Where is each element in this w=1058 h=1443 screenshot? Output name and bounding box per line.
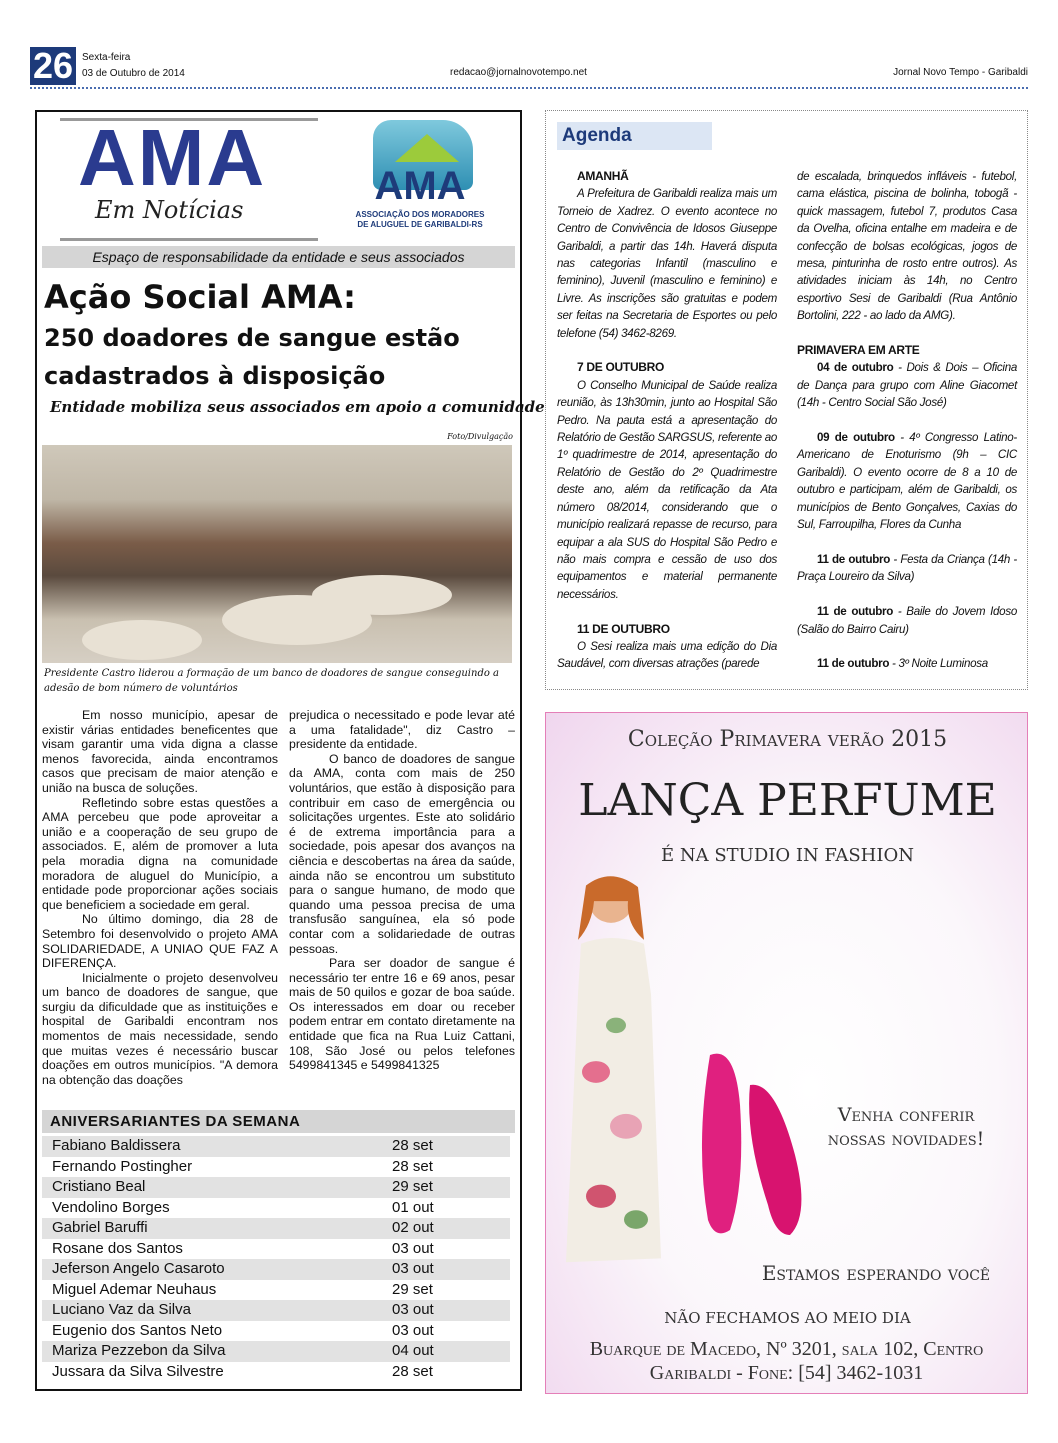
birthday-date: 28 set bbox=[392, 1137, 433, 1154]
logo-caption bbox=[345, 210, 495, 230]
agenda-event bbox=[797, 655, 1017, 672]
event-date: 04 de outubro bbox=[817, 361, 894, 375]
section-tagline: Espaço de responsabilidade da entidade e seus associados bbox=[42, 246, 515, 268]
weekday: Sexta-feira bbox=[82, 52, 131, 63]
birthday-row bbox=[42, 1362, 510, 1383]
birthday-date: 03 out bbox=[392, 1260, 434, 1277]
agenda-heading: 11 DE OUTUBRO bbox=[577, 621, 670, 636]
agenda-event bbox=[797, 429, 1017, 533]
birthday-row bbox=[42, 1341, 510, 1362]
ad-brand: LANÇA PERFUME bbox=[578, 775, 997, 826]
subheadline: 250 doadores de sangue estão bbox=[44, 324, 460, 352]
paragraph: Para ser doador de sangue é necessário ter entre 16 e 69 anos, pesar mais de 50 quilos e gozar de boa saúde. Os interessados em doar ou receber podem entrar em contato diretamente na entidade que fica na Rua Luiz Cattani, 108, São José ou pelos telefones 5499841345 e 5499841325 bbox=[289, 956, 515, 1073]
agenda-heading: AMANHÃ bbox=[577, 169, 629, 183]
birthday-date: 29 set bbox=[392, 1280, 433, 1298]
birthday-row bbox=[42, 1321, 510, 1342]
email-link[interactable]: redacao@jornalnovotempo.net bbox=[450, 67, 587, 78]
birthday-name: Jeferson Angelo Casaroto bbox=[52, 1260, 225, 1277]
agenda-text: de escalada, brinquedos infláveis - futebol, cama elástica, piscina de bolinha, tobogã - quick massagem, futebol 7, produtos Casa da Ovelha, oficina entalhe em madeira e de confecção de bolsas ecológicas, jogos de mesa, pinturinha de rosto entre outros). As atividades iniciam às 14h, no Centro esportivo Sesi de Garibaldi (Rua Antônio Bortolini, 222 - ao lado da AMG). bbox=[797, 170, 1017, 323]
agenda-events bbox=[797, 359, 1017, 672]
birthday-name: Eugenio dos Santos Neto bbox=[52, 1321, 223, 1339]
birthday-date: 28 set bbox=[392, 1157, 433, 1175]
ad-waiting: Estamos esperando você bbox=[761, 1261, 991, 1285]
ad-collection: Coleção Primavera verão 2015 bbox=[627, 727, 948, 752]
ad-address: Buarque de Macedo, Nº 3201, sala 102, Centro bbox=[589, 1338, 984, 1360]
event-date: 09 de outubro bbox=[817, 431, 895, 445]
birthday-name: Jussara da Silva Silvestre bbox=[52, 1362, 224, 1380]
birthday-date: 03 out bbox=[392, 1239, 434, 1257]
agenda-column-1 bbox=[557, 168, 777, 673]
birthday-row bbox=[42, 1177, 510, 1198]
article-column-1 bbox=[42, 708, 278, 1087]
logo-caption-line: ASSOCIAÇÃO DOS MORADORES bbox=[355, 210, 485, 219]
event-text: - Dois & Dois – Oficina de Dança para grupo com Aline Giacomet (14h - Centro Social São José) bbox=[797, 361, 1017, 410]
birthday-row bbox=[42, 1280, 510, 1301]
page-number: 26 bbox=[30, 47, 76, 85]
birthday-row bbox=[42, 1136, 510, 1157]
birthday-name: Fernando Postingher bbox=[52, 1157, 193, 1175]
birthday-row bbox=[42, 1300, 510, 1321]
birthday-name: Cristiano Beal bbox=[52, 1178, 146, 1195]
agenda-event bbox=[797, 359, 1017, 411]
birthday-name: Fabiano Baldissera bbox=[52, 1137, 181, 1154]
issue-date: 03 de Outubro de 2014 bbox=[82, 68, 185, 79]
birthday-date: 29 set bbox=[392, 1178, 433, 1195]
paragraph: prejudica o necessitado e pode levar até a uma fatalidade", diz Castro – presidente da entidade. bbox=[289, 708, 515, 752]
paragraph: O banco de doadores de sangue da AMA, conta com mais de 250 voluntários, que estão à disposição para contribuir em caso de emergência ou solicitações urgentes. Este ato solidário é de extrema importância para a sociedade, pois apesar dos avanços na ciência e descobertas na área da saúde, ainda não se encontrou um substituto para o sangue humano, de modo que quando uma pessoa precisa de uma transfusão sanguínea, ela só pode contar com a solidariedade de outras pessoas. bbox=[289, 751, 515, 956]
masthead-subtitle: Em Notícias bbox=[95, 196, 244, 224]
masthead-title: AMA bbox=[78, 113, 267, 202]
birthday-date: 03 out bbox=[392, 1321, 434, 1339]
event-date: 11 de outubro bbox=[817, 552, 891, 566]
logo-caption-line: DE ALUGUEL DE GARIBALDI-RS bbox=[357, 220, 483, 229]
photo-credit: Foto/Divulgação bbox=[447, 432, 513, 441]
event-text: - 4º Congresso Latino-Americano de Enoturismo (9h – CIC Garibaldi). O evento ocorre de 8 a 10 de outubro e participam, além de Garibaldi, os municípios de Bento Gonçalves, Caxias do Sul, Farroupilha, Flores da Cunha bbox=[797, 431, 1017, 532]
paragraph: Em nosso município, apesar de existir várias entidades beneficentes que visam garantir uma vida digna a classe menos favorecida, ainda encontramos casos que precisam de maior atenção e união na busca de soluções. bbox=[42, 708, 278, 795]
event-text: - Festa da Criança (14h - Praça Loureiro da Silva) bbox=[797, 552, 1017, 584]
birthday-name: Vendolino Borges bbox=[52, 1198, 170, 1216]
agenda-text: A Prefeitura de Garibaldi realiza mais um Torneio de Xadrez. O evento acontece no Centro de Convivência de Idosos Giuseppe Garibaldi, a partir das 14h. Haverá disputa nas categorias Infantil (masculino e feminino), Juvenil (masculino e feminino) e Livre. As inscrições são gratuitas e podem ser feitas na Secretaria de Esportes ou pelo telefone (54) 3462-8269. bbox=[557, 187, 777, 340]
agenda-event bbox=[797, 603, 1017, 638]
article-column-2 bbox=[289, 708, 515, 1073]
birthday-name: Gabriel Baruffi bbox=[52, 1219, 148, 1236]
logo-text: AMA bbox=[374, 164, 466, 208]
table-shape bbox=[312, 575, 452, 615]
ad-hours: NÃO FECHAMOS AO MEIO DIA bbox=[664, 1309, 911, 1327]
ad-store: É NA STUDIO IN FASHION bbox=[660, 845, 914, 866]
ad-cta bbox=[796, 1103, 1016, 1151]
meeting-photo bbox=[42, 445, 512, 663]
agenda-text: O Sesi realiza mais uma edição do Dia Saudável, com diversas atrações (parede bbox=[557, 639, 777, 671]
agenda-heading: PRIMAVERA EM ARTE bbox=[797, 343, 920, 358]
agenda-text: O Conselho Municipal de Saúde realiza reunião, às 13h30min, junto ao Hospital São Pedro. Na pauta está a apresentação do Relatório de Gestão SARGSUS, referente ao 1º quadrimestre de 2014, apresentação do Relatório de Gestão do 2º Quadrimestre deste ano, além da retificação da Ata número 08/2014, considerando que o município realizará repasse de recurso, para equipar a ala SUS do Hospital São Pedro e não mais compra e cessão de uso dos equipamentos e material permanente necessários. bbox=[557, 378, 777, 601]
birthday-name: Rosane dos Santos bbox=[52, 1239, 183, 1257]
event-date: 11 de outubro bbox=[817, 605, 893, 619]
agenda-heading: 7 DE OUTUBRO bbox=[577, 360, 665, 375]
header-divider bbox=[30, 87, 1028, 89]
birthday-name: Mariza Pezzebon da Silva bbox=[52, 1342, 226, 1359]
event-date: 11 de outubro bbox=[817, 657, 890, 671]
headline: Ação Social AMA: bbox=[44, 278, 356, 316]
event-text: - 3º Noite Luminosa bbox=[889, 657, 988, 671]
masthead-rule-bottom bbox=[60, 238, 318, 241]
paragraph: Inicialmente o projeto desenvolveu um banco de doadores de sangue, que surgiu da dificuldade que as instituições e hospital de Garibaldi encontram nos momentos de mais necessidade, sendo que muitas vezes é necessário buscar doações em outros municípios. "A demora na obtenção das doações bbox=[42, 970, 278, 1087]
birthdays-list bbox=[42, 1136, 510, 1382]
newspaper-name: Jornal Novo Tempo - Garibaldi bbox=[893, 67, 1028, 78]
birthday-date: 28 set bbox=[392, 1362, 433, 1380]
ad-cta-line: nossas novidades! bbox=[827, 1128, 985, 1150]
birthday-row bbox=[42, 1198, 510, 1219]
agenda-event bbox=[797, 551, 1017, 586]
ama-logo bbox=[345, 118, 495, 236]
model-figure bbox=[556, 870, 666, 1270]
kicker: Entidade mobiliza seus associados em apoio a comunidade bbox=[50, 398, 545, 416]
birthday-row bbox=[42, 1157, 510, 1178]
birthday-row bbox=[42, 1218, 510, 1239]
birthdays-title: ANIVERSARIANTES DA SEMANA bbox=[42, 1110, 515, 1133]
photo-caption: Presidente Castro liderou a formação de um banco de doadores de sangue conseguindo a adesão de bom número de voluntários bbox=[44, 668, 499, 694]
birthday-row bbox=[42, 1259, 510, 1280]
birthday-date: 04 out bbox=[392, 1342, 434, 1359]
birthday-date: 01 out bbox=[392, 1198, 434, 1216]
paragraph: Refletindo sobre estas questões a AMA percebeu que pode aproveitar a união e a cooperação de seu grupo de associados. E, além de promover a luta pela moradia digna na comunidade moradora de aluguel do Município, a entidade pode proporcionar ações sociais que beneficiem a sociedade em geral. bbox=[42, 795, 278, 912]
ad-cta-line: Venha conferir bbox=[837, 1104, 975, 1126]
agenda-title: Agenda bbox=[557, 122, 712, 150]
birthday-name: Luciano Vaz da Silva bbox=[52, 1301, 191, 1318]
birthday-date: 03 out bbox=[392, 1301, 434, 1318]
birthday-row bbox=[42, 1239, 510, 1260]
ad-phone: Garibaldi - Fone: [54] 3462-1031 bbox=[649, 1362, 924, 1384]
subheadline: cadastrados à disposição bbox=[44, 362, 386, 390]
agenda-column-2 bbox=[797, 168, 1017, 673]
shoes-image bbox=[690, 1045, 820, 1245]
birthday-name: Miguel Ademar Neuhaus bbox=[52, 1280, 217, 1298]
table-shape bbox=[82, 620, 202, 660]
event-text: - Baile do Jovem Idoso (Salão do Bairro Cairu) bbox=[797, 605, 1017, 636]
birthday-date: 02 out bbox=[392, 1219, 434, 1236]
house-icon bbox=[395, 134, 459, 162]
paragraph: No último domingo, dia 28 de Setembro foi desenvolvido o projeto AMA SOLIDARIEDADE, A UNIAO QUE FAZ A DIFERENÇA. bbox=[42, 912, 278, 971]
